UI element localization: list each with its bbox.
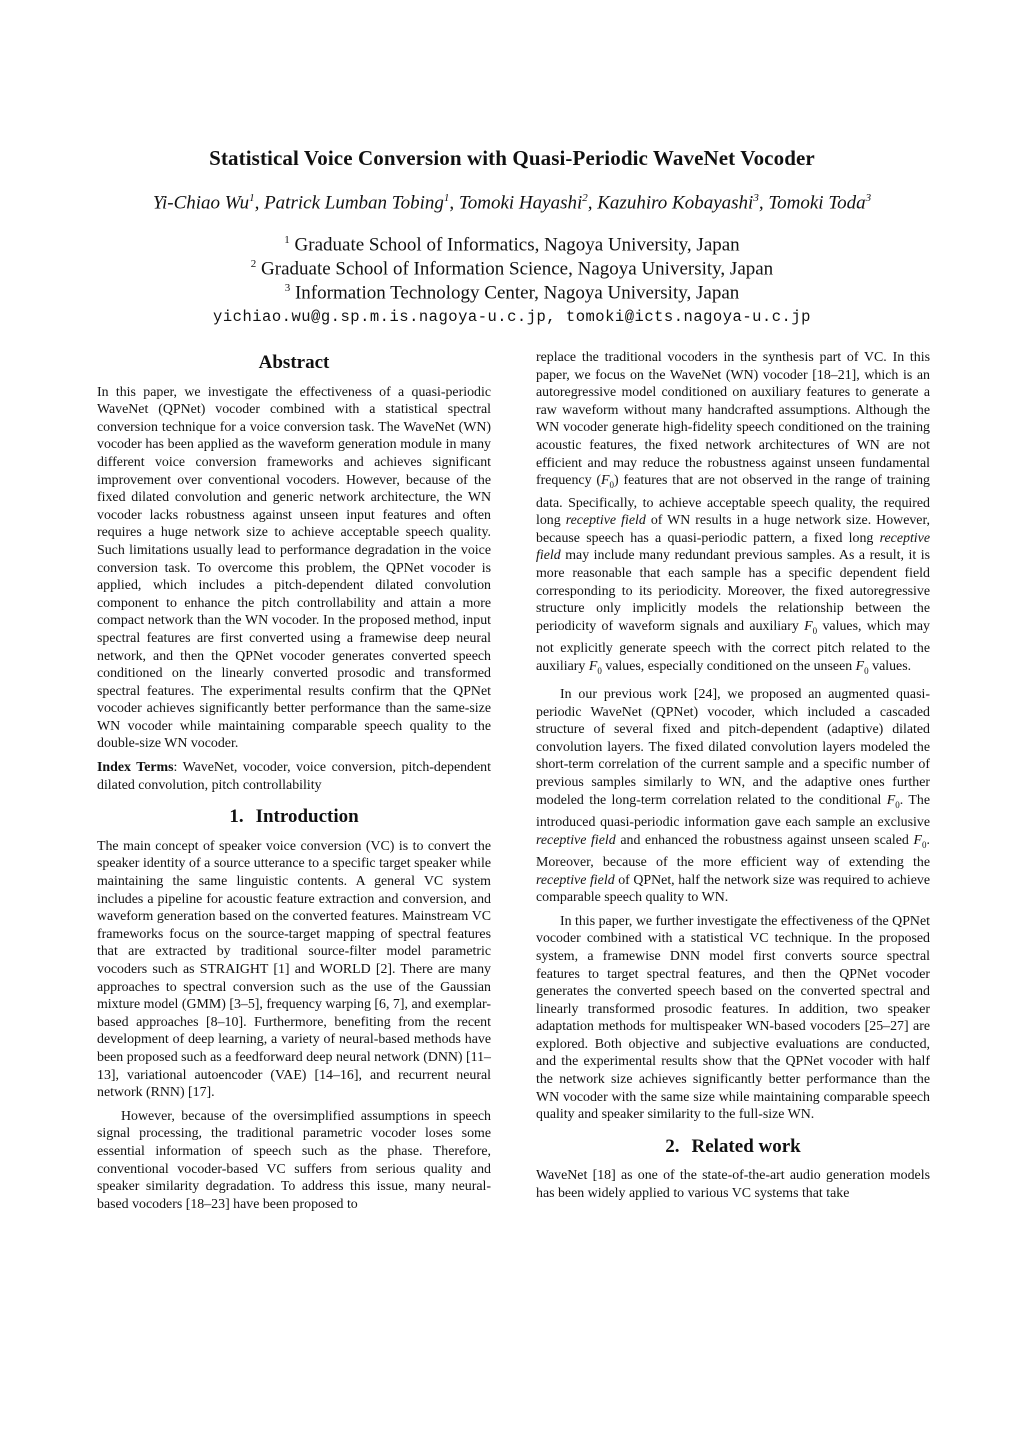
text-run: values, which may not explicitly generate speech with the correct pitch related to the auxiliary [536, 618, 930, 674]
index-terms-label: Index Terms [97, 760, 174, 776]
f0-symbol: $F_0$ [886, 792, 900, 810]
text-run: values, especially conditioned on the unseen [601, 658, 856, 674]
intro-paragraph-4: In this paper, we further investigate the effectiveness of the QPNet vocoder combined with a statistical VC technique. In the proposed system, a framewise DNN model first converts source spectral features to target spectral features, and then the QPNet vocoder generates the converted speech based on the converted spectral and linearly transformed prosodic features. In addition, two speaker adaptation methods for multispeaker WN-based vocoders [25–27] are explored. Both objective and subjective evaluations are conducted, and the experimental results show that the QPNet vocoder with half the network size achieves significantly better performance than the WN vocoder with the same size while maintaining comparable speech quality and speaker similarity to the full-size WN. [536, 913, 930, 1123]
paper-title: Statistical Voice Conversion with Quasi-Periodic WaveNet Vocoder [209, 146, 815, 170]
emphasis-receptive-field: receptive field [565, 513, 646, 529]
index-terms-text: : WaveNet, vocoder, voice conversion, pitch-dependent dilated convolution, pitch controllability [97, 760, 491, 793]
text-run: of QPNet, half the network size was required to achieve comparable speech quality to WN. [536, 872, 931, 906]
index-terms [97, 759, 491, 794]
section-heading-introduction [97, 808, 491, 826]
f0-symbol: $F_0$ [588, 658, 602, 676]
emphasis-receptive-field: receptive field [536, 832, 616, 848]
section-number: 1. [229, 806, 244, 828]
f0-symbol: $F_0$ [601, 473, 614, 490]
affiliation-1 [0, 234, 1024, 256]
text-run: . The introduced quasi-periodic information gave each sample an exclusive [536, 792, 930, 830]
affiliation-mark: 3 [284, 282, 291, 294]
affiliation-text: Graduate School of Information Science, Nagoya University, Japan [261, 258, 774, 280]
section-title: Related work [691, 1135, 801, 1157]
text-run: values. [868, 658, 912, 674]
emphasis-receptive-field: receptive field [536, 530, 930, 564]
text-run: of WN results in a huge network size. However, because speech has a quasi-periodic pattern, a fixed long [536, 513, 931, 546]
abstract-heading: Abstract [258, 352, 330, 373]
intro-paragraph-2: However, because of the oversimplified assumptions in speech signal processing, the traditional parametric vocoder loses some essential information of speech such as the phase. Therefore, conventional vocoder-based VC suffers from serious quality and speaker similarity degradation. To address this issue, many neural-based vocoders [18–23] have been proposed to [97, 1108, 491, 1212]
author-list: Yi-Chiao Wu$^1$, Patrick Lumban Tobing$^1$, Tomoki Hayashi$^2$, Kazuhiro Kobayashi$^3$, Tomoki Toda$^3$ [152, 192, 872, 214]
text-run: ) features that are not observed in the range of training data. Specifically, to achieve acceptable speech quality, the required long [536, 473, 930, 529]
abstract-text: In this paper, we investigate the effectiveness of a quasi-periodic WaveNet (QPNet) vocoder combined with a statistical spectral conversion technique for a voice conversion task. The WaveNet (WN) vocoder has been applied as the waveform generation module in many different voice conversion frameworks and achieves significant improvement over conventional vocoders. However, because of the fixed dilated convolution and generic network architecture, the WN vocoder lacks robustness against unseen input features and often requires a huge network size to achieve acceptable speech quality. Such limitations usually lead to performance degradation in the voice conversion task. To overcome this problem, the QPNet vocoder is applied, which includes a pitch-dependent dilated convolution component to enhance the pitch controllability and attain a more compact network than the WN vocoder. In the proposed method, input spectral features are first converted using a framewise deep neural network, and then the QPNet vocoder generates converted speech conditioned on the linearly converted prosodic and transformed spectral features. The experimental results confirm that the QPNet vocoder achieves significantly better performance than the same-size WN vocoder while maintaining comparable speech quality to the double-size WN vocoder. [97, 384, 491, 752]
text-run: . Moreover, because of the more efficient way of extending the [536, 832, 930, 870]
intro-paragraph-2-continued [536, 349, 930, 680]
author-name: Tomoki Hayashi [458, 192, 583, 214]
text-run: replace the traditional vocoders in the synthesis part of VC. In this paper, we focus on the WaveNet (WN) vocoder [18–21], which is an autoregressive model conditioned on auxiliary features to generate a raw waveform without many handcrafted assumptions. Although the WN vocoder generate high-fidelity speech conditioned on the training acoustic features, the fixed network architectures of WN are not efficient and may reduce the robustness against unseen fundamental frequency ( [536, 350, 930, 489]
text-run: and enhanced the robustness against unseen scaled [615, 832, 914, 848]
intro-paragraph-3 [536, 686, 930, 907]
affiliation-mark: 1 [284, 234, 290, 246]
left-column [97, 352, 491, 1213]
section-number: 2. [665, 1135, 680, 1157]
section-heading-related-work [536, 1135, 930, 1157]
author-affiliation-mark: 1 [443, 192, 450, 204]
f0-symbol: $F_0$ [855, 658, 869, 676]
author-name: Tomoki Toda [768, 192, 866, 214]
affiliation-2 [0, 258, 1024, 280]
author-emails: yichiao.wu@g.sp.m.is.nagoya-u.c.jp, tomoki@icts.nagoya-u.c.jp [213, 308, 811, 326]
text-run: may include many redundant previous samples. As a result, it is more reasonable that each sample has a specific dependent field corresponding to its periodicity. Moreover, the fixed autoregressive structure only implicitly models the relationship between the periodicity of waveform signals and auxiliary [536, 548, 930, 634]
author-affiliation-mark: 1 [249, 192, 255, 204]
author-affiliation-mark: 3 [865, 192, 872, 204]
affiliation-text: Information Technology Center, Nagoya University, Japan [294, 282, 740, 304]
affiliation-mark: 2 [250, 258, 257, 270]
author-affiliation-mark: 3 [753, 192, 759, 204]
affiliation-3 [0, 282, 1024, 304]
f0-symbol: $F_0$ [913, 832, 927, 850]
right-column [536, 349, 930, 1203]
related-work-paragraph-1: WaveNet [18] as one of the state-of-the-art audio generation models has been widely applied to various VC systems that take [536, 1168, 930, 1202]
intro-paragraph-1: The main concept of speaker voice conversion (VC) is to convert the speaker identity of a source utterance to a specific target speaker while maintaining the same linguistic contents. A general VC system includes a pipeline for acoustic feature extraction and conversion, and waveform generation based on the converted features. Mainstream VC frameworks focus on the source-target mapping of spectral features that are extracted by traditional source-filter model parametric vocoders such as STRAIGHT [1] and WORLD [2]. There are many approaches to spectral conversion such as the use of the Gaussian mixture model (GMM) [3–5], frequency warping [6, 7], and exemplar-based approaches [8–10]. Furthermore, benefiting from the recent development of deep learning, a variety of neural-based methods have been proposed such as a feedforward deep neural network (DNN) [11–13], variational autoencoder (VAE) [14–16], and recurrent neural network (RNN) [17]. [97, 838, 491, 1101]
f0-symbol: $F_0$ [804, 618, 818, 636]
author-name: Kazuhiro Kobayashi [597, 192, 754, 214]
text-run: In our previous work [24], we proposed an augmented quasi-periodic WaveNet (QPNet) vocoder, which included a cascaded structure of several fixed and pitch-dependent (adaptive) dilated convolution layers. The fixed dilated convolution layers modeled the short-term correlation of the current sample and a specific number of previous samples similarly to WN, and the adaptive ones further modeled the long-term correlation related to the conditional [536, 687, 930, 808]
author-name: Yi-Chiao Wu [152, 192, 250, 214]
affiliation-text: Graduate School of Informatics, Nagoya University, Japan [294, 234, 740, 256]
author-name: Patrick Lumban Tobing [264, 192, 444, 214]
emphasis-receptive-field: receptive field [536, 872, 615, 888]
section-title: Introduction [255, 806, 359, 828]
author-affiliation-mark: 2 [582, 192, 588, 204]
